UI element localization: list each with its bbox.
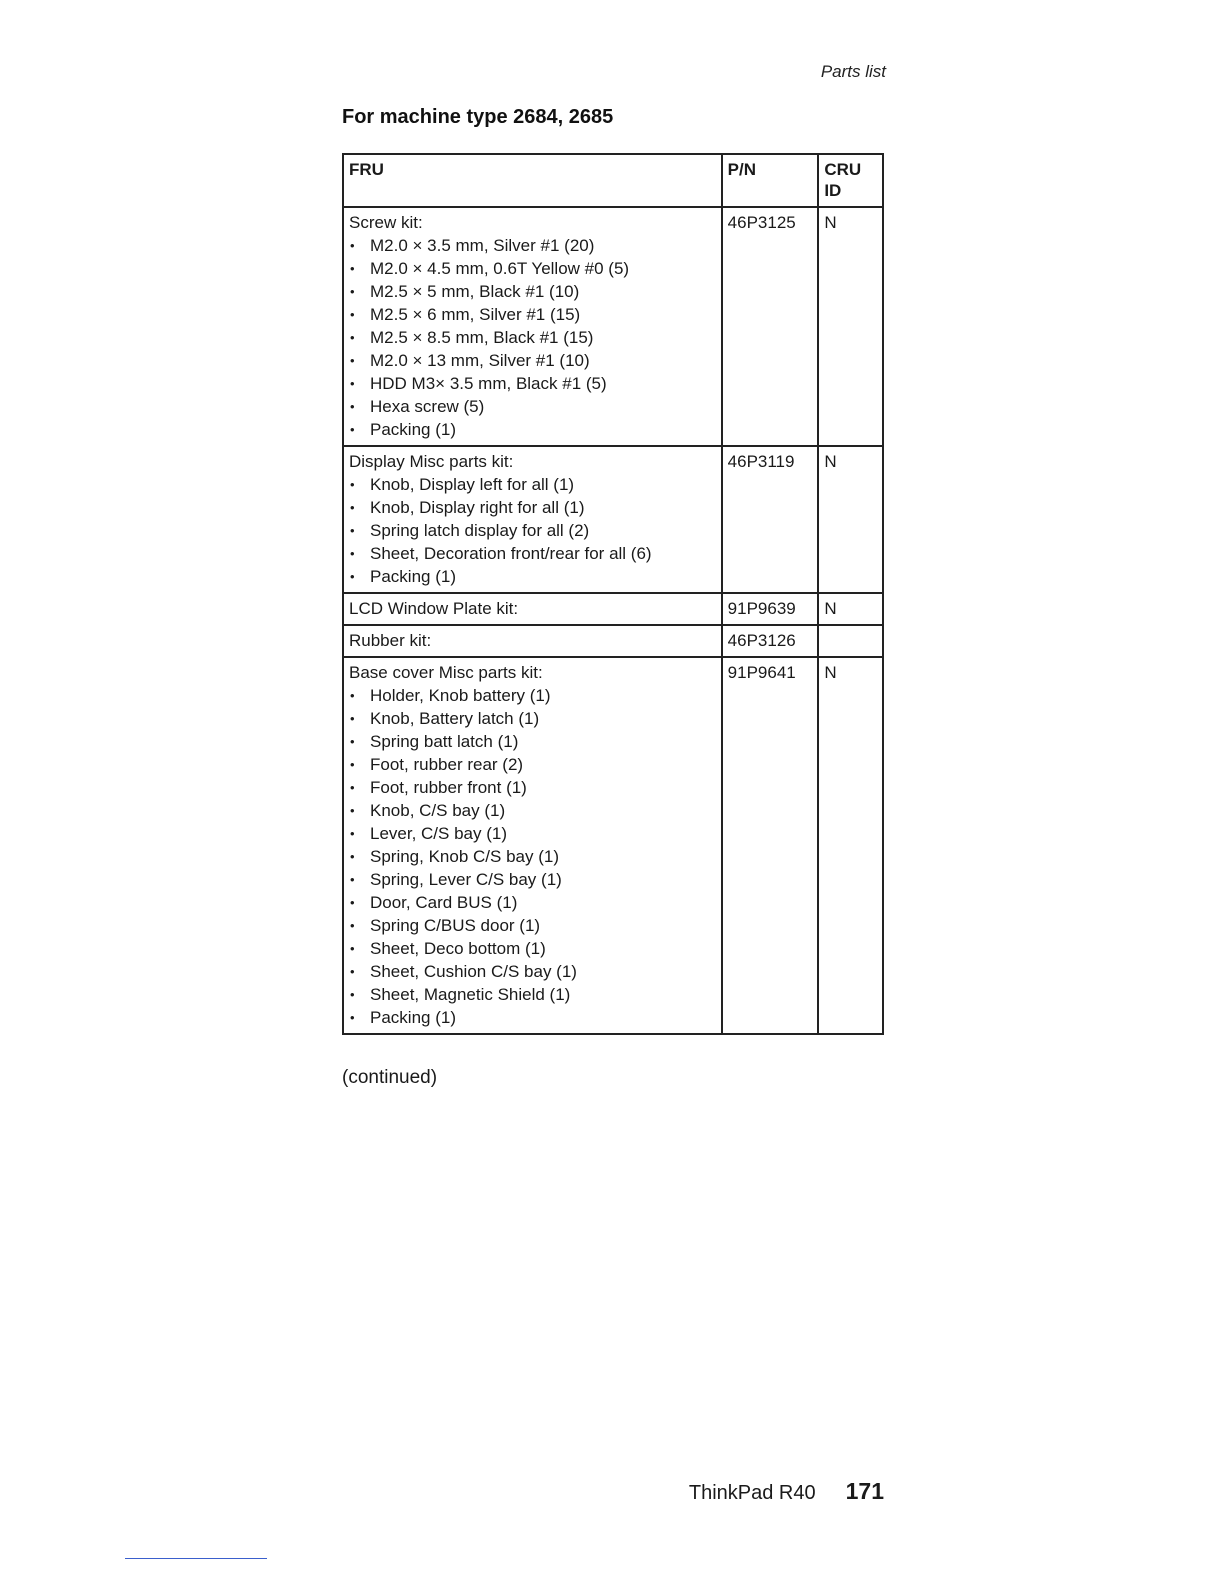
list-item: • Packing (1) [349,565,716,588]
header-pn: P/N [722,154,819,207]
fru-name: Display Misc parts kit: [349,452,514,471]
list-item: • M2.0 × 3.5 mm, Silver #1 (20) [349,234,716,257]
cru-id-cell: N [818,207,883,446]
list-item: • Knob, C/S bay (1) [349,799,716,822]
list-item: • Hexa screw (5) [349,395,716,418]
list-item: • Lever, C/S bay (1) [349,822,716,845]
fru-item-list [349,473,716,588]
page-number: 171 [845,1478,884,1504]
fru-name: Screw kit: [349,213,423,232]
list-item: • Spring C/BUS door (1) [349,914,716,937]
part-number-cell: 46P3126 [722,625,819,657]
list-item: • M2.0 × 13 mm, Silver #1 (10) [349,349,716,372]
list-item: • Spring latch display for all (2) [349,519,716,542]
list-item: • Packing (1) [349,1006,716,1029]
list-item: • Spring batt latch (1) [349,730,716,753]
parts-table [342,153,884,1035]
parts-table-body [343,207,883,1034]
list-item: • Spring, Lever C/S bay (1) [349,868,716,891]
fru-item-list [349,684,716,1029]
list-item: • Knob, Battery latch (1) [349,707,716,730]
part-number-cell: 91P9641 [722,657,819,1034]
list-item: • M2.5 × 5 mm, Black #1 (10) [349,280,716,303]
fru-cell [343,657,722,1034]
cru-id-cell: N [818,657,883,1034]
part-number-cell: 46P3119 [722,446,819,593]
list-item: • Sheet, Deco bottom (1) [349,937,716,960]
list-item: • Foot, rubber rear (2) [349,753,716,776]
fru-cell [343,593,722,625]
list-item: • Knob, Display right for all (1) [349,496,716,519]
running-head: Parts list [820,62,886,81]
list-item: • Holder, Knob battery (1) [349,684,716,707]
list-item: • Sheet, Decoration front/rear for all (6) [349,542,716,565]
table-row [343,657,883,1034]
list-item: • Knob, Display left for all (1) [349,473,716,496]
fru-name: Rubber kit: [349,631,432,650]
header-fru: FRU [343,154,722,207]
list-item: • M2.5 × 8.5 mm, Black #1 (15) [349,326,716,349]
footer-rule [125,1558,267,1559]
table-row [343,446,883,593]
fru-cell [343,207,722,446]
fru-name: Base cover Misc parts kit: [349,663,543,682]
table-row [343,207,883,446]
list-item: • Packing (1) [349,418,716,441]
fru-name: LCD Window Plate kit: [349,599,519,618]
list-item: • Spring, Knob C/S bay (1) [349,845,716,868]
list-item: • HDD M3× 3.5 mm, Black #1 (5) [349,372,716,395]
page-footer [689,1478,884,1505]
cru-id-cell: N [818,593,883,625]
list-item: • M2.0 × 4.5 mm, 0.6T Yellow #0 (5) [349,257,716,280]
book-title: ThinkPad R40 [688,1482,816,1504]
part-number-cell: 91P9639 [722,593,819,625]
fru-item-list [349,234,716,441]
table-row [343,625,883,657]
list-item: • Sheet, Magnetic Shield (1) [349,983,716,1006]
list-item: • Sheet, Cushion C/S bay (1) [349,960,716,983]
table-row [343,593,883,625]
fru-cell [343,446,722,593]
list-item: • Foot, rubber front (1) [349,776,716,799]
cru-id-cell: N [818,446,883,593]
header-cru-id: CRU ID [818,154,883,207]
list-item: • M2.5 × 6 mm, Silver #1 (15) [349,303,716,326]
table-header-row [343,154,883,207]
cru-id-cell [818,625,883,657]
list-item: • Door, Card BUS (1) [349,891,716,914]
section-title: For machine type 2684, 2685 [342,106,614,128]
fru-cell [343,625,722,657]
continued-note: (continued) [342,1067,438,1088]
part-number-cell: 46P3125 [722,207,819,446]
